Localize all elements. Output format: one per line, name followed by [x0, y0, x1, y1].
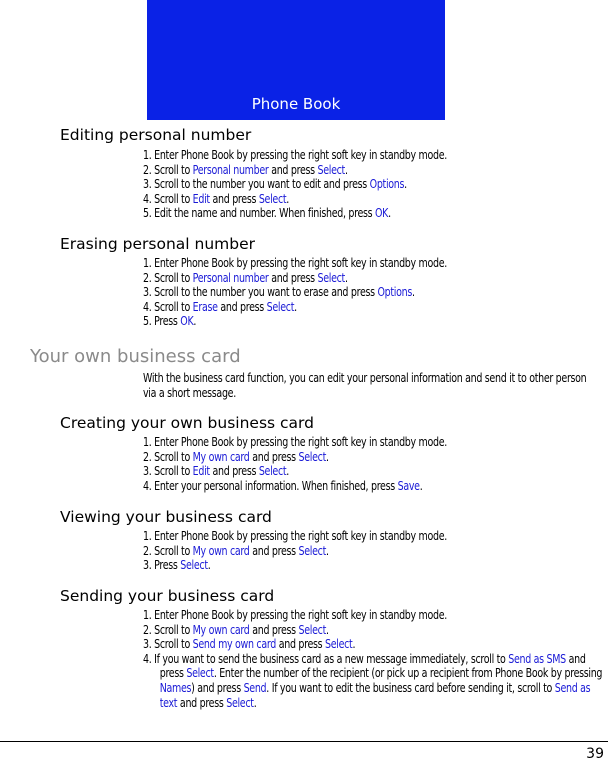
- highlighted-term: Options: [377, 285, 412, 300]
- highlighted-term: OK: [180, 314, 194, 329]
- step-item: [143, 300, 605, 315]
- step-text: .: [344, 162, 348, 177]
- step-item: [143, 450, 605, 465]
- section-title-viewing: Viewing your business card: [60, 508, 272, 526]
- step-item: [143, 177, 605, 192]
- step-text: .: [411, 285, 415, 300]
- step-text: 3. Scroll to: [143, 637, 193, 652]
- step-text: 3. Scroll to the number you want to erase and press: [143, 285, 378, 300]
- highlighted-term: Select: [186, 666, 214, 681]
- step-text: 2. Scroll to: [143, 622, 193, 637]
- step-item: [143, 544, 605, 559]
- step-text: . If you want to edit the business card before sending it, scroll to: [266, 680, 555, 695]
- step-item: [143, 148, 605, 163]
- step-item: [143, 558, 605, 573]
- step-text: .: [193, 314, 197, 329]
- highlighted-term: Select: [226, 695, 254, 710]
- step-text: and press: [268, 162, 318, 177]
- highlighted-term: Select: [317, 270, 345, 285]
- section-title-creating: Creating your own business card: [60, 414, 314, 432]
- highlighted-term: Names: [159, 680, 192, 695]
- step-item: [143, 192, 605, 207]
- highlighted-term: Personal number: [192, 270, 269, 285]
- steps-sending: [143, 608, 605, 710]
- step-text: 3. Scroll to: [143, 464, 193, 479]
- step-item: [143, 608, 605, 623]
- step-text: 2. Scroll to: [143, 543, 193, 558]
- step-item: [143, 435, 605, 450]
- highlighted-term: Edit: [192, 191, 210, 206]
- section-title-sending: Sending your business card: [60, 587, 275, 605]
- step-text: .: [325, 622, 329, 637]
- step-text: 1. Enter Phone Book by pressing the right soft key in standby mode.: [143, 148, 447, 162]
- step-text: .: [325, 449, 329, 464]
- highlighted-term: Send as text: [159, 680, 591, 710]
- step-item: [143, 479, 605, 494]
- step-text: 1. Enter Phone Book by pressing the right soft key in standby mode.: [143, 608, 447, 622]
- business-card-intro: With the business card function, you can edit your personal information and send it to other person via a short message.: [143, 371, 587, 400]
- page-number: 39: [586, 746, 604, 762]
- step-text: .: [253, 695, 257, 710]
- highlighted-term: My own card: [192, 449, 250, 464]
- step-text: . Enter the number of the recipient (or pick up a recipient from Phone Book by pressing: [213, 666, 603, 681]
- highlighted-term: My own card: [192, 543, 250, 558]
- step-text: and press: [159, 651, 586, 681]
- highlighted-term: Erase: [192, 299, 218, 314]
- highlighted-term: Save: [397, 478, 420, 493]
- step-text: 4. Scroll to: [143, 191, 193, 206]
- section-title-erasing: Erasing personal number: [60, 235, 255, 253]
- step-item: [143, 256, 605, 271]
- step-text: 5. Press: [143, 314, 181, 329]
- highlighted-term: My own card: [192, 622, 250, 637]
- steps-viewing: [143, 529, 605, 573]
- step-item: [143, 637, 605, 652]
- step-text: .: [352, 637, 356, 652]
- highlighted-term: Select: [324, 637, 353, 652]
- step-text: 4. If you want to send the business card as a new message immediately, scroll to: [143, 651, 509, 666]
- highlighted-term: Options: [369, 177, 405, 192]
- step-text: and press: [177, 695, 227, 710]
- banner-title: Phone Book: [251, 95, 341, 113]
- step-text: 1. Enter Phone Book by pressing the right soft key in standby mode.: [143, 256, 447, 270]
- step-text: .: [325, 543, 329, 558]
- step-item: [143, 271, 605, 286]
- step-item: [143, 529, 605, 544]
- step-text: and press: [217, 299, 267, 314]
- highlighted-term: Send as SMS: [508, 651, 566, 666]
- step-text: 2. Scroll to: [143, 162, 193, 177]
- step-text: and press: [209, 464, 259, 479]
- step-text: .: [388, 206, 391, 221]
- highlighted-term: Personal number: [192, 162, 269, 177]
- step-item: [143, 623, 605, 638]
- highlighted-term: Send my own card: [192, 637, 277, 652]
- step-text: 2. Scroll to: [143, 270, 193, 285]
- highlighted-term: Select: [317, 162, 345, 177]
- step-text: 3. Press: [143, 558, 181, 573]
- highlighted-term: Select: [180, 558, 208, 573]
- step-text: .: [419, 478, 423, 493]
- step-text: 1. Enter Phone Book by pressing the right soft key in standby mode.: [143, 435, 447, 449]
- steps-erasing: [143, 256, 605, 329]
- step-text: 1. Enter Phone Book by pressing the right soft key in standby mode.: [143, 529, 447, 543]
- step-text: and press: [276, 637, 325, 652]
- step-text: and press: [249, 449, 299, 464]
- steps-editing: [143, 148, 605, 221]
- step-item: [143, 163, 605, 178]
- step-text: 4. Scroll to: [143, 299, 193, 314]
- step-item: [143, 314, 605, 329]
- heading-business-card: Your own business card: [30, 346, 241, 367]
- step-text: .: [207, 558, 211, 573]
- step-text: 3. Scroll to the number you want to edit and press: [143, 177, 370, 192]
- step-item: [143, 464, 605, 479]
- step-text: 5. Edit the name and number. When finished, press: [143, 206, 376, 221]
- step-text: and press: [268, 270, 318, 285]
- highlighted-term: Select: [298, 543, 326, 558]
- highlighted-term: Send: [243, 680, 267, 695]
- steps-creating: [143, 435, 605, 493]
- phone-book-banner: [147, 0, 445, 120]
- step-text: ) and press: [191, 680, 244, 695]
- footer-rule: [0, 741, 608, 742]
- step-text: .: [294, 299, 297, 314]
- step-text: 2. Scroll to: [143, 449, 193, 464]
- highlighted-term: Select: [298, 622, 326, 637]
- highlighted-term: Select: [258, 191, 287, 206]
- step-text: .: [286, 191, 290, 206]
- highlighted-term: Select: [258, 464, 287, 479]
- step-text: and press: [249, 543, 299, 558]
- step-item: [143, 652, 605, 710]
- highlighted-term: Select: [298, 449, 326, 464]
- highlighted-term: OK: [375, 206, 389, 221]
- step-text: and press: [209, 191, 259, 206]
- step-item: [143, 285, 605, 300]
- step-item: [143, 206, 605, 221]
- step-text: .: [344, 270, 348, 285]
- step-text: 4. Enter your personal information. When finished, press: [143, 478, 398, 493]
- step-text: and press: [249, 622, 299, 637]
- step-text: .: [286, 464, 290, 479]
- section-title-editing: Editing personal number: [60, 126, 252, 144]
- highlighted-term: Edit: [192, 464, 210, 479]
- step-text: .: [404, 177, 407, 192]
- highlighted-term: Select: [266, 299, 295, 314]
